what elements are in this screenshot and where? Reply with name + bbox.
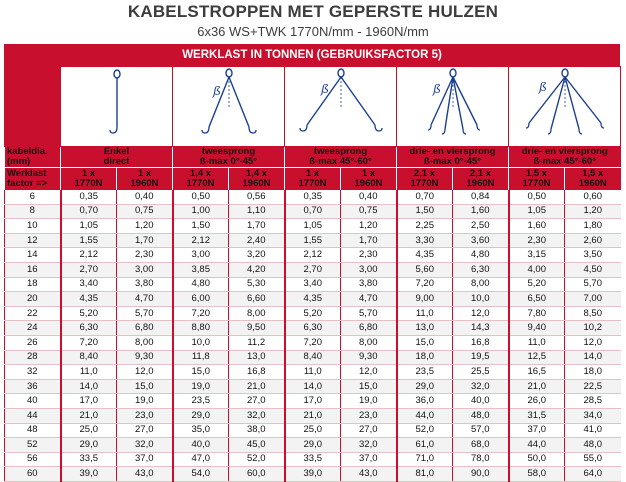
load-value-cell: 11,0 bbox=[285, 365, 341, 380]
table-banner: WERKLAST IN TONNEN (GEBRUIKSFACTOR 5) bbox=[4, 44, 620, 66]
load-value-cell: 26,0 bbox=[509, 394, 565, 409]
svg-text:ß: ß bbox=[539, 80, 548, 94]
load-value-cell: 7,80 bbox=[509, 306, 565, 321]
svg-text:ß: ß bbox=[433, 82, 442, 96]
load-value-cell: 5,30 bbox=[229, 277, 285, 292]
factor-header: Werklast factor => bbox=[5, 168, 61, 191]
load-value-cell: 34,0 bbox=[565, 408, 621, 423]
load-value-cell: 0,40 bbox=[341, 190, 397, 204]
load-value-cell: 52,0 bbox=[397, 423, 453, 438]
load-value-cell: 4,80 bbox=[453, 248, 509, 263]
load-value-cell: 1,10 bbox=[229, 204, 285, 219]
factor-cell: 1,4 x 1960N bbox=[229, 168, 285, 191]
diameter-cell: 8 bbox=[5, 204, 61, 219]
load-value-cell: 0,70 bbox=[61, 204, 117, 219]
load-value-cell: 5,60 bbox=[397, 262, 453, 277]
load-value-cell: 6,50 bbox=[509, 292, 565, 307]
load-value-cell: 4,35 bbox=[397, 248, 453, 263]
load-value-cell: 21,0 bbox=[229, 379, 285, 394]
load-value-cell: 8,40 bbox=[61, 350, 117, 365]
table-row bbox=[5, 335, 621, 350]
load-table bbox=[4, 66, 621, 482]
load-value-cell: 9,40 bbox=[509, 321, 565, 336]
table-row bbox=[5, 438, 621, 453]
load-value-cell: 8,80 bbox=[173, 321, 229, 336]
load-value-cell: 11,0 bbox=[509, 335, 565, 350]
load-value-cell: 39,0 bbox=[285, 467, 341, 482]
load-value-cell: 19,0 bbox=[341, 394, 397, 409]
load-value-cell: 54,0 bbox=[173, 467, 229, 482]
factor-cell: 2,1 x 1960N bbox=[453, 168, 509, 191]
load-value-cell: 25,5 bbox=[453, 365, 509, 380]
diameter-cell: 24 bbox=[5, 321, 61, 336]
load-value-cell: 15,0 bbox=[341, 379, 397, 394]
corner-cell bbox=[5, 67, 61, 147]
load-value-cell: 6,30 bbox=[285, 321, 341, 336]
diameter-cell: 6 bbox=[5, 190, 61, 204]
load-value-cell: 60,0 bbox=[229, 467, 285, 482]
load-value-cell: 15,0 bbox=[397, 335, 453, 350]
load-value-cell: 21,0 bbox=[285, 408, 341, 423]
load-value-cell: 8,00 bbox=[341, 335, 397, 350]
load-value-cell: 19,0 bbox=[117, 394, 173, 409]
load-value-cell: 11,0 bbox=[61, 365, 117, 380]
factor-cell: 1,4 x 1770N bbox=[173, 168, 229, 191]
load-value-cell: 37,0 bbox=[117, 452, 173, 467]
group-icon-cell bbox=[509, 67, 621, 147]
load-value-cell: 52,0 bbox=[229, 452, 285, 467]
load-value-cell: 32,0 bbox=[229, 408, 285, 423]
load-value-cell: 18,0 bbox=[565, 365, 621, 380]
load-value-cell: 8,50 bbox=[565, 306, 621, 321]
load-value-cell: 1,05 bbox=[509, 204, 565, 219]
load-value-cell: 43,0 bbox=[341, 467, 397, 482]
load-value-cell: 3,50 bbox=[565, 248, 621, 263]
load-value-cell: 19,5 bbox=[453, 350, 509, 365]
factor-cell: 1,5 x 1960N bbox=[565, 168, 621, 191]
load-value-cell: 10,0 bbox=[173, 335, 229, 350]
load-value-cell: 0,75 bbox=[341, 204, 397, 219]
sling-icons-row bbox=[5, 67, 621, 147]
load-value-cell: 4,80 bbox=[173, 277, 229, 292]
four-leg-sling-wide-icon bbox=[509, 67, 621, 141]
load-value-cell: 4,50 bbox=[565, 262, 621, 277]
load-value-cell: 40,0 bbox=[453, 394, 509, 409]
load-value-cell: 4,35 bbox=[61, 292, 117, 307]
load-value-cell: 78,0 bbox=[453, 452, 509, 467]
load-value-cell: 1,05 bbox=[285, 219, 341, 234]
load-value-cell: 1,20 bbox=[117, 219, 173, 234]
load-value-cell: 14,0 bbox=[285, 379, 341, 394]
diameter-cell: 48 bbox=[5, 423, 61, 438]
table-row bbox=[5, 292, 621, 307]
load-value-cell: 22,5 bbox=[565, 379, 621, 394]
load-value-cell: 11,2 bbox=[229, 335, 285, 350]
table-row bbox=[5, 394, 621, 409]
load-value-cell: 43,0 bbox=[117, 467, 173, 482]
load-value-cell: 0,56 bbox=[229, 190, 285, 204]
group-title: tweesprong ß-max 0°-45° bbox=[173, 147, 285, 168]
load-value-cell: 6,00 bbox=[173, 292, 229, 307]
diameter-cell: 40 bbox=[5, 394, 61, 409]
load-value-cell: 81,0 bbox=[397, 467, 453, 482]
load-value-cell: 2,12 bbox=[61, 248, 117, 263]
load-value-cell: 29,0 bbox=[285, 438, 341, 453]
load-value-cell: 64,0 bbox=[565, 467, 621, 482]
table-row bbox=[5, 365, 621, 380]
diameter-cell: 32 bbox=[5, 365, 61, 380]
two-leg-sling-icon bbox=[173, 67, 285, 141]
load-value-cell: 44,0 bbox=[397, 408, 453, 423]
table-row bbox=[5, 204, 621, 219]
load-value-cell: 3,80 bbox=[117, 277, 173, 292]
load-value-cell: 6,60 bbox=[229, 292, 285, 307]
group-icon-cell bbox=[61, 67, 173, 147]
load-value-cell: 11,0 bbox=[397, 306, 453, 321]
load-value-cell: 2,30 bbox=[117, 248, 173, 263]
load-value-cell: 1,50 bbox=[173, 219, 229, 234]
load-value-cell: 3,15 bbox=[509, 248, 565, 263]
load-value-cell: 13,0 bbox=[229, 350, 285, 365]
table-row bbox=[5, 219, 621, 234]
table-row bbox=[5, 423, 621, 438]
load-value-cell: 23,0 bbox=[341, 408, 397, 423]
load-value-cell: 3,85 bbox=[173, 262, 229, 277]
load-value-cell: 8,40 bbox=[285, 350, 341, 365]
load-table-frame bbox=[4, 44, 620, 480]
load-value-cell: 1,70 bbox=[229, 219, 285, 234]
load-value-cell: 14,3 bbox=[453, 321, 509, 336]
load-value-cell: 0,35 bbox=[61, 190, 117, 204]
load-value-cell: 3,80 bbox=[341, 277, 397, 292]
load-value-cell: 23,0 bbox=[117, 408, 173, 423]
load-value-cell: 1,05 bbox=[61, 219, 117, 234]
table-row bbox=[5, 321, 621, 336]
load-value-cell: 23,5 bbox=[173, 394, 229, 409]
load-value-cell: 29,0 bbox=[61, 438, 117, 453]
load-value-cell: 5,70 bbox=[341, 306, 397, 321]
load-value-cell: 58,0 bbox=[509, 467, 565, 482]
diameter-cell: 10 bbox=[5, 219, 61, 234]
load-value-cell: 6,30 bbox=[453, 262, 509, 277]
factor-cell: 1 x 1770N bbox=[61, 168, 117, 191]
load-value-cell: 0,70 bbox=[285, 204, 341, 219]
load-value-cell: 37,0 bbox=[341, 452, 397, 467]
group-title: drie- en viersprong ß-max 45°-60° bbox=[509, 147, 621, 168]
load-value-cell: 48,0 bbox=[565, 438, 621, 453]
load-value-cell: 38,0 bbox=[229, 423, 285, 438]
load-value-cell: 3,40 bbox=[285, 277, 341, 292]
load-value-cell: 47,0 bbox=[173, 452, 229, 467]
load-value-cell: 2,60 bbox=[565, 233, 621, 248]
load-value-cell: 0,60 bbox=[565, 190, 621, 204]
load-value-cell: 8,00 bbox=[453, 277, 509, 292]
load-value-cell: 45,0 bbox=[229, 438, 285, 453]
load-value-cell: 27,0 bbox=[229, 394, 285, 409]
load-value-cell: 90,0 bbox=[453, 467, 509, 482]
diameter-cell: 60 bbox=[5, 467, 61, 482]
load-value-cell: 2,50 bbox=[453, 219, 509, 234]
load-value-cell: 33,5 bbox=[61, 452, 117, 467]
load-value-cell: 29,0 bbox=[173, 408, 229, 423]
load-value-cell: 27,0 bbox=[117, 423, 173, 438]
factor-cell: 2,1 x 1770N bbox=[397, 168, 453, 191]
load-value-cell: 7,20 bbox=[285, 335, 341, 350]
load-value-cell: 1,20 bbox=[341, 219, 397, 234]
load-value-cell: 4,70 bbox=[117, 292, 173, 307]
load-value-cell: 0,40 bbox=[117, 190, 173, 204]
load-value-cell: 40,0 bbox=[173, 438, 229, 453]
factor-cell: 1 x 1960N bbox=[341, 168, 397, 191]
load-value-cell: 1,70 bbox=[341, 233, 397, 248]
load-value-cell: 1,55 bbox=[285, 233, 341, 248]
load-value-cell: 19,0 bbox=[173, 379, 229, 394]
load-value-cell: 44,0 bbox=[509, 438, 565, 453]
load-value-cell: 1,50 bbox=[397, 204, 453, 219]
group-icon-cell bbox=[285, 67, 397, 147]
load-value-cell: 16,8 bbox=[229, 365, 285, 380]
diameter-cell: 28 bbox=[5, 350, 61, 365]
diameter-cell: 36 bbox=[5, 379, 61, 394]
table-row bbox=[5, 262, 621, 277]
table-row bbox=[5, 452, 621, 467]
load-value-cell: 71,0 bbox=[397, 452, 453, 467]
diameter-cell: 18 bbox=[5, 277, 61, 292]
load-value-cell: 3,30 bbox=[397, 233, 453, 248]
load-value-cell: 1,55 bbox=[61, 233, 117, 248]
load-value-cell: 15,0 bbox=[117, 379, 173, 394]
load-value-cell: 57,0 bbox=[453, 423, 509, 438]
four-leg-sling-icon bbox=[397, 67, 509, 141]
load-value-cell: 4,35 bbox=[285, 292, 341, 307]
page-subtitle: 6x36 WS+TWK 1770N/mm - 1960N/mm bbox=[197, 24, 429, 39]
load-value-cell: 23,5 bbox=[397, 365, 453, 380]
load-value-cell: 0,35 bbox=[285, 190, 341, 204]
group-title: Enkel direct bbox=[61, 147, 173, 168]
table-row bbox=[5, 408, 621, 423]
load-value-cell: 7,20 bbox=[173, 306, 229, 321]
table-row bbox=[5, 467, 621, 482]
page-title: KABELSTROPPEN MET GEPERSTE HULZEN bbox=[127, 2, 499, 21]
table-row bbox=[5, 306, 621, 321]
load-value-cell: 18,0 bbox=[397, 350, 453, 365]
load-value-cell: 25,0 bbox=[285, 423, 341, 438]
load-value-cell: 21,0 bbox=[509, 379, 565, 394]
load-value-cell: 33,5 bbox=[285, 452, 341, 467]
load-value-cell: 32,0 bbox=[453, 379, 509, 394]
diameter-cell: 16 bbox=[5, 262, 61, 277]
load-value-cell: 7,20 bbox=[397, 277, 453, 292]
load-value-cell: 6,80 bbox=[117, 321, 173, 336]
load-value-cell: 3,00 bbox=[117, 262, 173, 277]
diameter-cell: 20 bbox=[5, 292, 61, 307]
load-value-cell: 1,60 bbox=[509, 219, 565, 234]
load-value-cell: 13,0 bbox=[397, 321, 453, 336]
factor-cell: 1 x 1770N bbox=[285, 168, 341, 191]
load-value-cell: 7,20 bbox=[61, 335, 117, 350]
load-value-cell: 9,50 bbox=[229, 321, 285, 336]
load-value-cell: 2,25 bbox=[397, 219, 453, 234]
load-value-cell: 2,70 bbox=[285, 262, 341, 277]
load-value-cell: 61,0 bbox=[397, 438, 453, 453]
factor-header-row bbox=[5, 168, 621, 191]
load-value-cell: 3,40 bbox=[61, 277, 117, 292]
load-value-cell: 11,8 bbox=[173, 350, 229, 365]
load-value-cell: 50,0 bbox=[509, 452, 565, 467]
load-value-cell: 5,20 bbox=[285, 306, 341, 321]
table-row bbox=[5, 379, 621, 394]
load-value-cell: 0,84 bbox=[453, 190, 509, 204]
load-value-cell: 36,0 bbox=[397, 394, 453, 409]
group-icon-cell bbox=[173, 67, 285, 147]
load-value-cell: 1,20 bbox=[565, 204, 621, 219]
load-value-cell: 9,30 bbox=[117, 350, 173, 365]
load-value-cell: 0,50 bbox=[509, 190, 565, 204]
load-value-cell: 14,0 bbox=[565, 350, 621, 365]
load-value-cell: 14,0 bbox=[61, 379, 117, 394]
load-value-cell: 25,0 bbox=[61, 423, 117, 438]
load-value-cell: 41,0 bbox=[565, 423, 621, 438]
group-icon-cell bbox=[397, 67, 509, 147]
load-value-cell: 16,8 bbox=[453, 335, 509, 350]
two-leg-sling-wide-icon bbox=[285, 67, 397, 141]
svg-text:ß: ß bbox=[213, 84, 222, 98]
load-value-cell: 8,00 bbox=[229, 306, 285, 321]
load-value-cell: 39,0 bbox=[61, 467, 117, 482]
load-value-cell: 12,0 bbox=[453, 306, 509, 321]
load-value-cell: 6,80 bbox=[341, 321, 397, 336]
diameter-cell: 56 bbox=[5, 452, 61, 467]
load-value-cell: 0,70 bbox=[397, 190, 453, 204]
load-value-cell: 5,70 bbox=[117, 306, 173, 321]
load-value-cell: 4,20 bbox=[229, 262, 285, 277]
load-value-cell: 7,00 bbox=[565, 292, 621, 307]
group-title: tweesprong ß-max 45°-60° bbox=[285, 147, 397, 168]
load-value-cell: 16,5 bbox=[509, 365, 565, 380]
load-value-cell: 1,60 bbox=[453, 204, 509, 219]
group-title: drie- en viersprong ß-max 0°-45° bbox=[397, 147, 509, 168]
load-value-cell: 48,0 bbox=[453, 408, 509, 423]
svg-text:ß: ß bbox=[321, 82, 330, 96]
load-value-cell: 12,0 bbox=[565, 335, 621, 350]
load-value-cell: 17,0 bbox=[61, 394, 117, 409]
load-value-cell: 2,40 bbox=[229, 233, 285, 248]
load-value-cell: 12,0 bbox=[117, 365, 173, 380]
load-value-cell: 2,30 bbox=[509, 233, 565, 248]
load-value-cell: 2,30 bbox=[341, 248, 397, 263]
load-value-cell: 3,00 bbox=[341, 262, 397, 277]
load-value-cell: 17,0 bbox=[285, 394, 341, 409]
load-value-cell: 9,00 bbox=[397, 292, 453, 307]
load-value-cell: 32,0 bbox=[117, 438, 173, 453]
diameter-cell: 52 bbox=[5, 438, 61, 453]
load-value-cell: 0,75 bbox=[117, 204, 173, 219]
single-leg-sling-icon bbox=[61, 67, 173, 141]
load-value-cell: 4,70 bbox=[341, 292, 397, 307]
load-value-cell: 12,5 bbox=[509, 350, 565, 365]
load-value-cell: 35,0 bbox=[173, 423, 229, 438]
table-row bbox=[5, 233, 621, 248]
load-value-cell: 10,0 bbox=[453, 292, 509, 307]
load-value-cell: 37,0 bbox=[509, 423, 565, 438]
load-value-cell: 0,50 bbox=[173, 190, 229, 204]
load-value-cell: 8,00 bbox=[117, 335, 173, 350]
load-value-cell: 2,12 bbox=[285, 248, 341, 263]
load-value-cell: 32,0 bbox=[341, 438, 397, 453]
load-value-cell: 31,5 bbox=[509, 408, 565, 423]
diameter-cell: 44 bbox=[5, 408, 61, 423]
load-value-cell: 6,30 bbox=[61, 321, 117, 336]
load-value-cell: 9,30 bbox=[341, 350, 397, 365]
load-value-cell: 3,20 bbox=[229, 248, 285, 263]
load-value-cell: 10,2 bbox=[565, 321, 621, 336]
load-value-cell: 1,70 bbox=[117, 233, 173, 248]
load-value-cell: 1,80 bbox=[565, 219, 621, 234]
diameter-header: kabeldia. (mm) bbox=[5, 147, 61, 168]
diameter-cell: 14 bbox=[5, 248, 61, 263]
group-header-row bbox=[5, 147, 621, 168]
load-value-cell: 55,0 bbox=[565, 452, 621, 467]
diameter-cell: 12 bbox=[5, 233, 61, 248]
load-value-cell: 5,70 bbox=[565, 277, 621, 292]
load-value-cell: 15,0 bbox=[173, 365, 229, 380]
load-value-cell: 2,12 bbox=[173, 233, 229, 248]
table-row bbox=[5, 190, 621, 204]
load-value-cell: 21,0 bbox=[61, 408, 117, 423]
load-value-cell: 1,00 bbox=[173, 204, 229, 219]
load-value-cell: 5,20 bbox=[509, 277, 565, 292]
load-value-cell: 12,0 bbox=[341, 365, 397, 380]
load-value-cell: 29,0 bbox=[397, 379, 453, 394]
load-value-cell: 27,0 bbox=[341, 423, 397, 438]
factor-cell: 1 x 1960N bbox=[117, 168, 173, 191]
load-value-cell: 68,0 bbox=[453, 438, 509, 453]
load-value-cell: 3,00 bbox=[173, 248, 229, 263]
diameter-cell: 22 bbox=[5, 306, 61, 321]
load-value-cell: 2,70 bbox=[61, 262, 117, 277]
load-value-cell: 4,00 bbox=[509, 262, 565, 277]
load-value-cell: 5,20 bbox=[61, 306, 117, 321]
table-row bbox=[5, 350, 621, 365]
table-row bbox=[5, 277, 621, 292]
factor-cell: 1,5 x 1770N bbox=[509, 168, 565, 191]
table-row bbox=[5, 248, 621, 263]
load-value-cell: 3,60 bbox=[453, 233, 509, 248]
diameter-cell: 26 bbox=[5, 335, 61, 350]
load-value-cell: 28,5 bbox=[565, 394, 621, 409]
